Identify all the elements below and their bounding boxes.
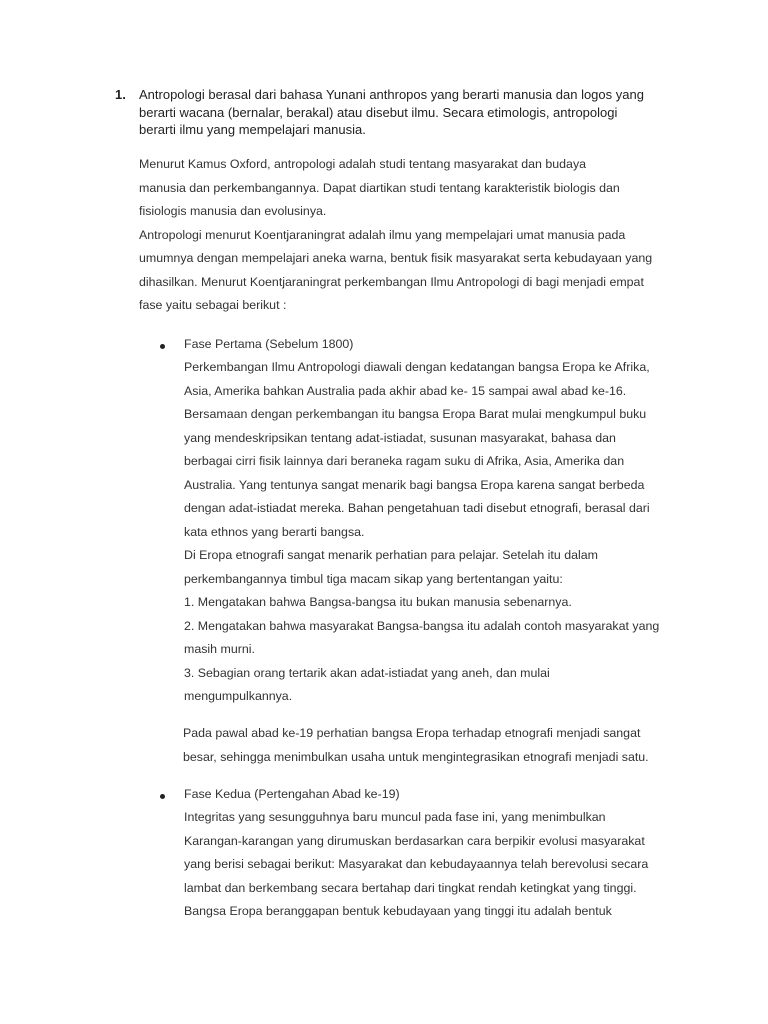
text-line: umumnya dengan mempelajari aneka warna, bentuk fisik masyarakat serta kebudayaan yang — [139, 251, 653, 265]
definition-paragraph — [139, 86, 679, 139]
bullet-icon — [160, 344, 165, 349]
text-line: Pada pawal abad ke-19 perhatian bangsa Eropa terhadap etnografi menjadi sangat — [183, 726, 641, 740]
text-line: Bersamaan dengan perkembangan itu bangsa Eropa Barat mulai mengkumpul buku — [184, 407, 647, 421]
text-line: Menurut Kamus Oxford, antropologi adalah studi tentang masyarakat dan budaya — [139, 157, 587, 171]
text-line: fase yaitu sebagai berikut : — [139, 298, 287, 312]
text-line: Perkembangan Ilmu Antropologi diawali dengan kedatangan bangsa Eropa ke Afrika, — [184, 360, 650, 374]
text-line: dihasilkan. Menurut Koentjaraningrat perkembangan Ilmu Antropologi di bagi menjadi empat — [139, 274, 644, 289]
text-line: manusia dan perkembangannya. Dapat diartikan studi tentang karakteristik biologis dan — [139, 180, 620, 195]
fase1-title: Fase Pertama (Sebelum 1800) — [184, 337, 354, 351]
text-line: kata ethnos yang berarti bangsa. — [184, 524, 365, 539]
bullet-icon — [160, 794, 165, 799]
text-line: Integritas yang sesungguhnya baru muncul pada fase ini, yang menimbulkan — [184, 810, 606, 824]
text-line: masih murni. — [184, 642, 255, 656]
text-line: yang berisi sebagai berikut: Masyarakat dan kebudayaannya telah berevolusi secara — [184, 857, 649, 871]
text-line: lambat dan berkembang secara bertahap dari tingkat rendah ketingkat yang tinggi. — [184, 880, 637, 895]
text-line: Asia, Amerika bahkan Australia pada akhir abad ke- 15 sampai awal abad ke-16. — [184, 383, 627, 398]
text-line: Bangsa Eropa beranggapan bentuk kebudayaan yang tinggi itu adalah bentuk — [184, 904, 612, 918]
fase1-body — [184, 356, 689, 709]
text-line: fisiologis manusia dan evolusinya. — [139, 204, 327, 218]
pawal-paragraph — [183, 721, 693, 769]
text-line: 2. Mengatakan bahwa masyarakat Bangsa-bangsa itu adalah contoh masyarakat yang — [184, 618, 660, 633]
text-line: Antropologi berasal dari bahasa Yunani anthropos yang berarti manusia dan logos yang — [139, 87, 644, 102]
text-line: dengan adat-istiadat mereka. Bahan pengetahuan tadi disebut etnografi, berasal dari — [184, 501, 650, 515]
fase2-body — [184, 806, 689, 924]
text-line: Antropologi menurut Koentjaraningrat adalah ilmu yang mempelajari umat manusia pada — [139, 227, 626, 242]
text-line: berarti ilmu yang mempelajari manusia. — [139, 122, 366, 137]
text-line: mengumpulkannya. — [184, 689, 293, 703]
text-line: besar, sehingga menimbulkan usaha untuk mengintegrasikan etnografi menjadi satu. — [183, 750, 649, 764]
text-line: Australia. Yang tentunya sangat menarik bagi bangsa Eropa karena sangat berbeda — [184, 477, 645, 492]
text-line: yang mendeskripsikan tentang adat-istiadat, susunan masyarakat, bahasa dan — [184, 430, 616, 445]
oxford-paragraph — [139, 153, 699, 318]
fase2-title: Fase Kedua (Pertengahan Abad ke-19) — [184, 787, 400, 801]
text-line: Di Eropa etnografi sangat menarik perhatian para pelajar. Setelah itu dalam — [184, 548, 598, 562]
text-line: berbagai cirri fisik lainnya dari beraneka ragam suku di Afrika, Asia, Amerika dan — [184, 454, 625, 468]
list-number: 1. — [115, 87, 126, 102]
text-line: 3. Sebagian orang tertarik akan adat-istiadat yang aneh, dan mulai — [184, 665, 550, 680]
text-line: berarti wacana (bernalar, berakal) atau disebut ilmu. Secara etimologis, antropologi — [139, 104, 618, 120]
text-line: perkembangannya timbul tiga macam sikap yang bertentangan yaitu: — [184, 571, 563, 586]
text-line: Karangan-karangan yang dirumuskan berdasarkan cara berpikir evolusi masyarakat — [184, 833, 645, 848]
text-line: 1. Mengatakan bahwa Bangsa-bangsa itu bukan manusia sebenarnya. — [184, 595, 572, 609]
